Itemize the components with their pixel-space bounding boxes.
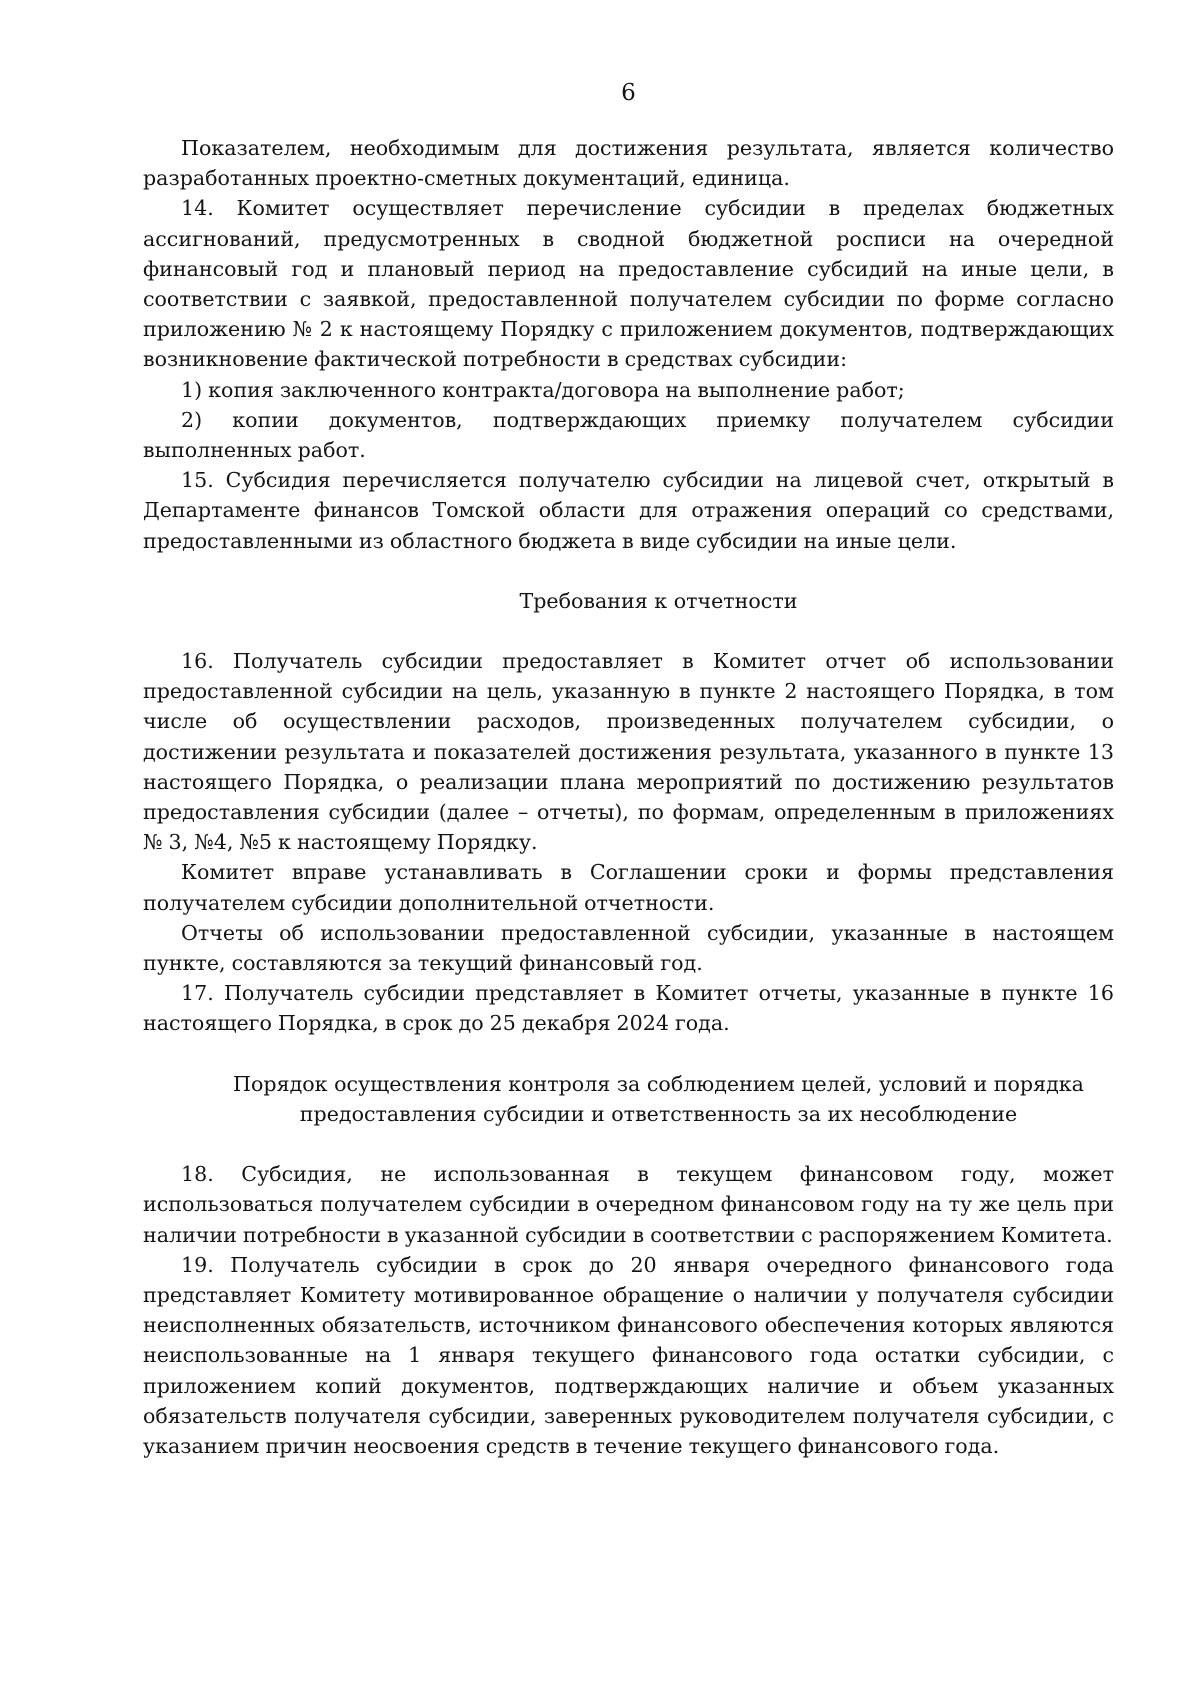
list-item-1: 1) копия заключенного контракта/договора на выполнение работ; [181,377,905,402]
page-number: 6 [621,80,636,106]
section-heading-control [143,1069,1114,1129]
paragraph-14: 14. Комитет осуществляет перечисление субсидии в пределах бюджетных ассигнований, предусмотренных в сводной бюджетной росписи на очередной финансовый год и плановый период на предоставление субсидий на иные цели, в соответствии с заявкой, предоставленной получателем субсидии по форме согласно приложению № 2 к настоящему Порядку с приложением документов, подтверждающих возникновение фактической потребности в средствах субсидии: [143,196,1114,372]
document-body [143,133,1114,1461]
list-item-2: 2) копии документов, подтверждающих приемку получателем субсидии выполненных работ. [143,407,1114,463]
section-heading-reporting: Требования к отчетности [519,588,798,613]
section-heading-control-line1: Порядок осуществления контроля за соблюдением целей, условий и порядка [233,1071,1084,1096]
paragraph-reports-period: Отчеты об использовании предоставленной субсидии, указанные в настоящем пункте, составляются за текущий финансовый год. [143,920,1114,976]
paragraph-19: 19. Получатель субсидии в срок до 20 января очередного финансового года представляет Комитету мотивированное обращение о наличии у получателя субсидии неисполненных обязательств, источником финансового обеспечения которых являются неиспользованные на 1 января текущего финансового года остатки субсидии, с приложением копий документов, подтверждающих наличие и объем указанных обязательств получателя субсидии, заверенных руководителем получателя субсидии, с указанием причин неосвоения средств в течение текущего финансового года. [143,1252,1114,1458]
paragraph-committee-rights: Комитет вправе устанавливать в Соглашении сроки и формы представления получателем субсидии дополнительной отчетности. [143,860,1114,915]
paragraph-18: 18. Субсидия, не использованная в текущем финансовом году, может использоваться получателем субсидии в очередном финансовом году на ту же цель при наличии потребности в указанной субсидии в соответствии с распоряжением Комитета. [143,1162,1114,1247]
paragraph-indicator: Показателем, необходимым для достижения результата, является количество разработанных проектно-сметных документаций, единица. [143,136,1114,191]
paragraph-17: 17. Получатель субсидии представляет в Комитет отчеты, указанные в пункте 16 настоящего Порядка, в срок до 25 декабря 2024 года. [143,981,1114,1036]
paragraph-15: 15. Субсидия перечисляется получателю субсидии на лицевой счет, открытый в Департаменте финансов Томской области для отражения операций со средствами, предоставленными из областного бюджета в виде субсидии на иные цели. [143,468,1114,553]
paragraph-16: 16. Получатель субсидии предоставляет в Комитет отчет об использовании предоставленной субсидии на цель, указанную в пункте 2 настоящего Порядка, в том числе об осуществлении расходов, произведенных получателем субсидии, о достижении результата и показателей достижения результата, указанного в пункте 13 настоящего Порядка, о реализации плана мероприятий по достижению результатов предоставления субсидии (далее – отчеты), по формам, определенным в приложениях № 3, №4, №5 к настоящему Порядку. [143,649,1114,855]
section-heading-control-line2: предоставления субсидии и ответственность за их несоблюдение [299,1101,1018,1126]
